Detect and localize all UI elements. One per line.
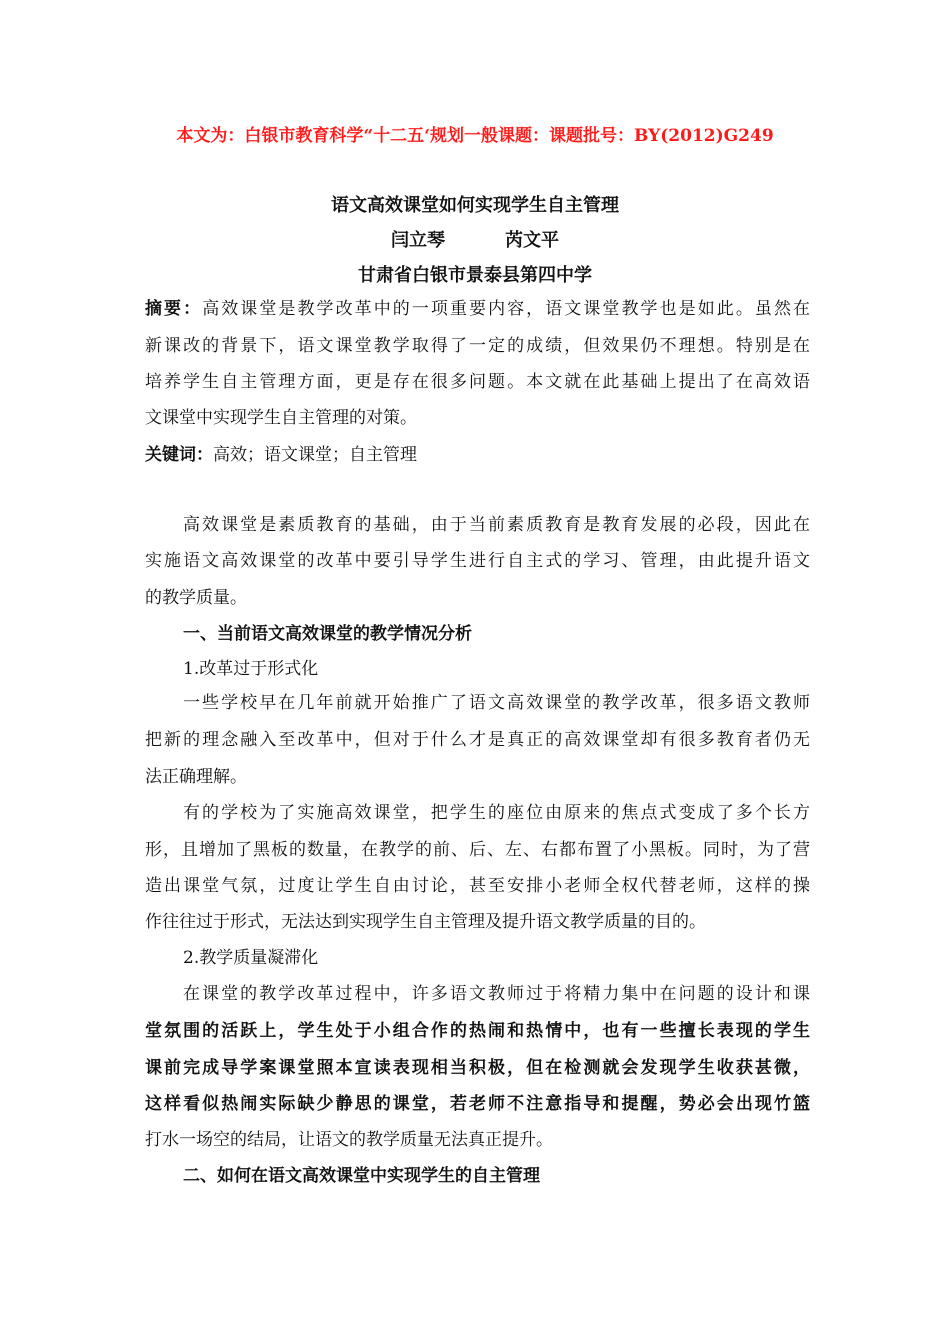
abstract-line: 文课堂中实现学生自主管理的对策。 <box>145 408 417 428</box>
section-heading: 一、当前语文高效课堂的教学情况分析 <box>183 624 472 644</box>
keywords-text: 高效；语文课堂；自主管理 <box>213 445 417 465</box>
body-line: 实施语文高效课堂的改革中要引导学生进行自主式的学习、管理，由此提升语文 <box>145 551 810 571</box>
abstract-line: 新课改的背景下，语文课堂教学取得了一定的成绩，但效果仍不理想。特别是在 <box>145 336 810 356</box>
abstract-line <box>145 299 810 319</box>
author-name: 芮文平 <box>505 230 559 251</box>
subsection-heading: 2.教学质量凝滞化 <box>183 948 319 968</box>
abstract-text: 高效课堂是教学改革中的一项重要内容，语文课堂教学也是如此。虽然在 <box>202 299 811 319</box>
body-line: 有的学校为了实施高效课堂，把学生的座位由原来的焦点式变成了多个长方 <box>183 803 810 823</box>
body-line: 课前完成导学案课堂照本宣读表现相当积极，但在检测就会发现学生收获甚微， <box>145 1058 810 1078</box>
body-line: 高效课堂是素质教育的基础，由于当前素质教育是教育发展的必段，因此在 <box>183 515 810 535</box>
abstract-line: 培养学生自主管理方面，更是存在很多问题。本文就在此基础上提出了在高效语 <box>145 372 810 392</box>
body-line: 把新的理念融入至改革中，但对于什么才是真正的高效课堂却有很多教育者仍无 <box>145 730 810 750</box>
paper-title: 语文高效课堂如何实现学生自主管理 <box>331 195 619 216</box>
affiliation: 甘肃省白银市景泰县第四中学 <box>358 265 592 286</box>
body-line: 造出课堂气氛，过度让学生自由讨论，甚至安排小老师全权代替老师，这样的操 <box>145 876 810 896</box>
body-line: 作往往过于形式，无法达到实现学生自主管理及提升语文教学质量的目的。 <box>145 912 706 932</box>
abstract-label: 摘要： <box>145 299 203 319</box>
section-heading: 二、如何在语文高效课堂中实现学生的自主管理 <box>183 1166 540 1186</box>
keywords-label: 关键词： <box>145 445 213 465</box>
body-line: 打水一场空的结局，让语文的教学质量无法真正提升。 <box>145 1130 553 1150</box>
body-line: 一些学校早在几年前就开始推广了语文高效课堂的教学改革，很多语文教师 <box>183 693 810 713</box>
header-note: 本文为：白银市教育科学“十二五‘规划一般课题：课题批号：BY(2012)G249 <box>176 126 774 146</box>
body-line: 在课堂的教学改革过程中，许多语文教师过于将精力集中在问题的设计和课 <box>183 984 810 1004</box>
author-name: 闫立琴 <box>391 230 445 251</box>
body-line: 的教学质量。 <box>145 588 247 608</box>
body-line: 法正确理解。 <box>145 767 247 787</box>
body-line: 这样看似热闹实际缺少静思的课堂，若老师不注意指导和提醒，势必会出现竹篮 <box>145 1094 810 1114</box>
keywords-line <box>145 445 810 465</box>
body-line: 形，且增加了黑板的数量，在教学的前、后、左、右都布置了小黑板。同时，为了营 <box>145 840 810 860</box>
body-line: 堂氛围的活跃上，学生处于小组合作的热闹和热情中，也有一些擅长表现的学生 <box>145 1021 810 1041</box>
subsection-heading: 1.改革过于形式化 <box>183 659 319 679</box>
author-line <box>0 231 950 251</box>
